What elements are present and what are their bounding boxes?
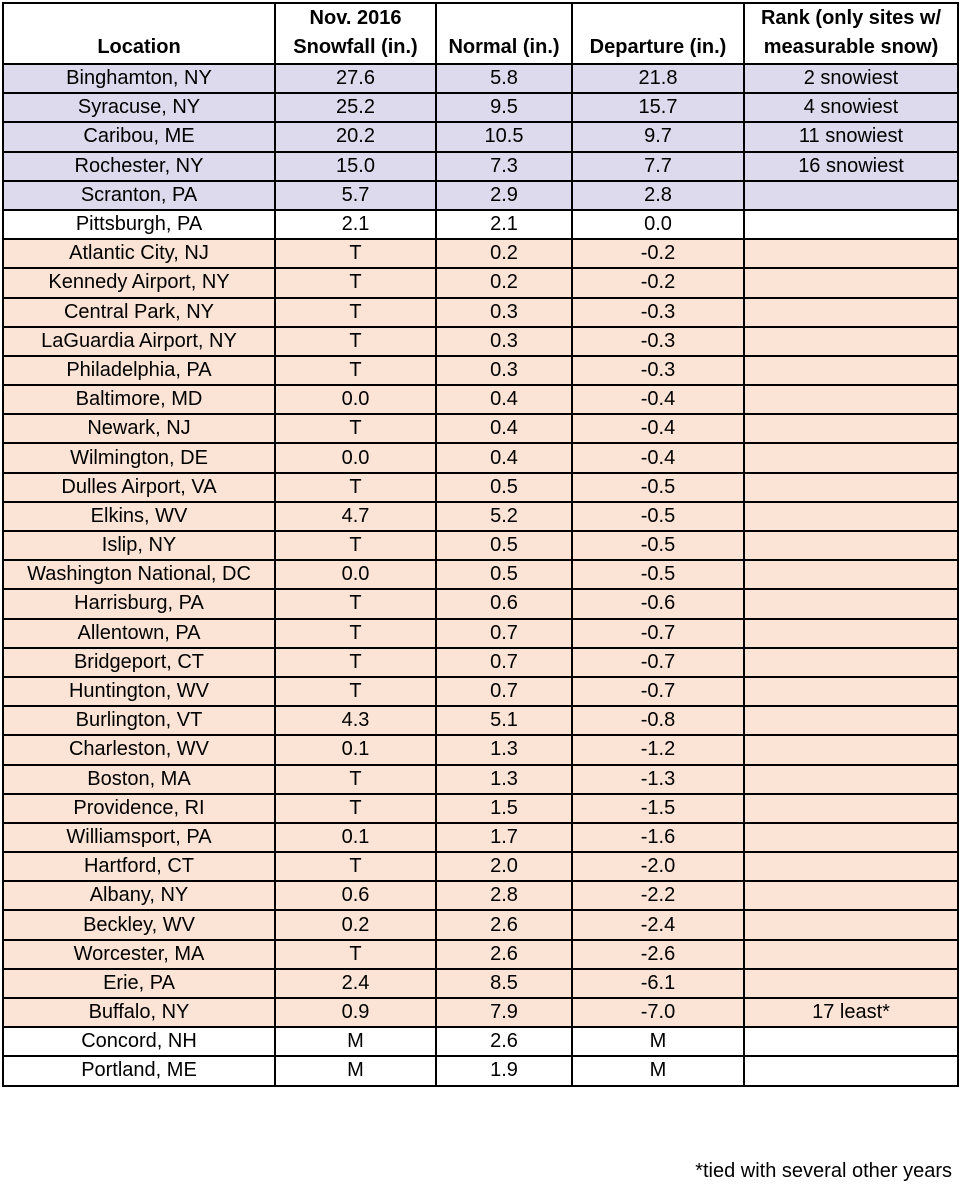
table-row: [3, 794, 958, 823]
cell-snowfall: T: [275, 589, 436, 618]
cell-location: Central Park, NY: [3, 298, 275, 327]
table-row: [3, 414, 958, 443]
cell-departure: -0.2: [572, 268, 744, 297]
cell-location: Caribou, ME: [3, 122, 275, 151]
cell-location: Islip, NY: [3, 531, 275, 560]
cell-snowfall: 15.0: [275, 152, 436, 181]
cell-departure: -0.5: [572, 560, 744, 589]
cell-snowfall: T: [275, 794, 436, 823]
cell-rank: [744, 852, 958, 881]
cell-departure: -0.4: [572, 443, 744, 472]
table-row: [3, 93, 958, 122]
cell-snowfall: T: [275, 268, 436, 297]
cell-snowfall: 20.2: [275, 122, 436, 151]
cell-departure: -1.2: [572, 735, 744, 764]
cell-location: Worcester, MA: [3, 940, 275, 969]
cell-location: Dulles Airport, VA: [3, 473, 275, 502]
cell-normal: 0.4: [436, 414, 572, 443]
cell-location: Kennedy Airport, NY: [3, 268, 275, 297]
cell-snowfall: 0.1: [275, 823, 436, 852]
header-rank: Rank (only sites w/ measurable snow): [744, 3, 958, 64]
cell-location: Pittsburgh, PA: [3, 210, 275, 239]
cell-snowfall: T: [275, 356, 436, 385]
cell-normal: 2.6: [436, 910, 572, 939]
table-row: [3, 706, 958, 735]
cell-normal: 0.3: [436, 356, 572, 385]
header-snowfall: Nov. 2016 Snowfall (in.): [275, 3, 436, 64]
cell-departure: -0.3: [572, 327, 744, 356]
cell-rank: [744, 619, 958, 648]
cell-departure: -7.0: [572, 998, 744, 1027]
cell-rank: [744, 1027, 958, 1056]
cell-departure: -0.5: [572, 531, 744, 560]
table-row: [3, 940, 958, 969]
cell-departure: M: [572, 1027, 744, 1056]
cell-snowfall: T: [275, 414, 436, 443]
cell-location: Philadelphia, PA: [3, 356, 275, 385]
header-normal: Normal (in.): [436, 3, 572, 64]
cell-location: Allentown, PA: [3, 619, 275, 648]
table-row: [3, 648, 958, 677]
cell-snowfall: 0.9: [275, 998, 436, 1027]
cell-normal: 0.7: [436, 648, 572, 677]
cell-location: Williamsport, PA: [3, 823, 275, 852]
cell-snowfall: M: [275, 1027, 436, 1056]
cell-location: Elkins, WV: [3, 502, 275, 531]
cell-snowfall: 0.0: [275, 443, 436, 472]
cell-snowfall: T: [275, 852, 436, 881]
cell-rank: [744, 356, 958, 385]
cell-normal: 0.2: [436, 239, 572, 268]
cell-location: Washington National, DC: [3, 560, 275, 589]
table-row: [3, 64, 958, 93]
cell-normal: 1.9: [436, 1056, 572, 1085]
cell-normal: 7.3: [436, 152, 572, 181]
cell-snowfall: T: [275, 531, 436, 560]
cell-rank: [744, 239, 958, 268]
cell-departure: -0.6: [572, 589, 744, 618]
cell-rank: [744, 385, 958, 414]
cell-location: Syracuse, NY: [3, 93, 275, 122]
cell-location: Bridgeport, CT: [3, 648, 275, 677]
table-row: [3, 910, 958, 939]
cell-snowfall: T: [275, 327, 436, 356]
cell-rank: 17 least*: [744, 998, 958, 1027]
cell-departure: -2.2: [572, 881, 744, 910]
table-row: [3, 356, 958, 385]
cell-departure: -2.6: [572, 940, 744, 969]
table-row: [3, 152, 958, 181]
cell-rank: [744, 881, 958, 910]
table-row: [3, 239, 958, 268]
table-row: [3, 560, 958, 589]
table-row: [3, 268, 958, 297]
cell-rank: [744, 969, 958, 998]
cell-location: Wilmington, DE: [3, 443, 275, 472]
cell-rank: [744, 735, 958, 764]
cell-normal: 0.4: [436, 443, 572, 472]
header-departure: Departure (in.): [572, 3, 744, 64]
cell-snowfall: 27.6: [275, 64, 436, 93]
cell-rank: 2 snowiest: [744, 64, 958, 93]
cell-normal: 2.9: [436, 181, 572, 210]
cell-rank: [744, 1056, 958, 1085]
table-row: [3, 619, 958, 648]
cell-departure: -0.8: [572, 706, 744, 735]
cell-location: Rochester, NY: [3, 152, 275, 181]
cell-rank: [744, 268, 958, 297]
cell-normal: 0.6: [436, 589, 572, 618]
cell-snowfall: 0.0: [275, 560, 436, 589]
cell-rank: [744, 794, 958, 823]
cell-normal: 2.0: [436, 852, 572, 881]
table-row: [3, 852, 958, 881]
cell-snowfall: 4.3: [275, 706, 436, 735]
cell-normal: 0.7: [436, 619, 572, 648]
cell-normal: 1.7: [436, 823, 572, 852]
cell-departure: 9.7: [572, 122, 744, 151]
cell-snowfall: 0.0: [275, 385, 436, 414]
cell-normal: 2.1: [436, 210, 572, 239]
table-row: [3, 298, 958, 327]
table-row: [3, 823, 958, 852]
table-row: [3, 122, 958, 151]
cell-snowfall: M: [275, 1056, 436, 1085]
cell-location: Charleston, WV: [3, 735, 275, 764]
cell-departure: -2.4: [572, 910, 744, 939]
cell-departure: -1.6: [572, 823, 744, 852]
cell-normal: 9.5: [436, 93, 572, 122]
table-row: [3, 385, 958, 414]
table-row: [3, 589, 958, 618]
table-row: [3, 531, 958, 560]
cell-location: Buffalo, NY: [3, 998, 275, 1027]
cell-rank: 4 snowiest: [744, 93, 958, 122]
cell-departure: 7.7: [572, 152, 744, 181]
table-body: [3, 64, 958, 1086]
cell-normal: 5.2: [436, 502, 572, 531]
table-row: [3, 1056, 958, 1085]
cell-rank: [744, 823, 958, 852]
cell-departure: 0.0: [572, 210, 744, 239]
cell-rank: [744, 414, 958, 443]
cell-rank: 16 snowiest: [744, 152, 958, 181]
cell-rank: [744, 473, 958, 502]
cell-snowfall: T: [275, 473, 436, 502]
cell-location: Hartford, CT: [3, 852, 275, 881]
cell-snowfall: 0.1: [275, 735, 436, 764]
cell-rank: [744, 181, 958, 210]
cell-location: Harrisburg, PA: [3, 589, 275, 618]
table-row: [3, 677, 958, 706]
cell-rank: [744, 443, 958, 472]
cell-rank: [744, 560, 958, 589]
cell-snowfall: 25.2: [275, 93, 436, 122]
cell-normal: 0.4: [436, 385, 572, 414]
cell-location: Concord, NH: [3, 1027, 275, 1056]
cell-snowfall: T: [275, 619, 436, 648]
cell-location: Portland, ME: [3, 1056, 275, 1085]
footnote: *tied with several other years: [695, 1160, 952, 1182]
cell-location: Providence, RI: [3, 794, 275, 823]
cell-normal: 0.3: [436, 327, 572, 356]
table-row: [3, 502, 958, 531]
cell-location: Boston, MA: [3, 765, 275, 794]
cell-snowfall: 2.4: [275, 969, 436, 998]
table-row: [3, 473, 958, 502]
cell-departure: 15.7: [572, 93, 744, 122]
cell-rank: [744, 648, 958, 677]
cell-snowfall: 2.1: [275, 210, 436, 239]
cell-normal: 0.5: [436, 473, 572, 502]
cell-departure: -6.1: [572, 969, 744, 998]
table-row: [3, 443, 958, 472]
cell-normal: 0.3: [436, 298, 572, 327]
cell-normal: 1.5: [436, 794, 572, 823]
cell-snowfall: T: [275, 765, 436, 794]
cell-normal: 2.6: [436, 1027, 572, 1056]
cell-location: Albany, NY: [3, 881, 275, 910]
cell-normal: 0.5: [436, 531, 572, 560]
cell-location: Erie, PA: [3, 969, 275, 998]
cell-departure: -0.3: [572, 356, 744, 385]
cell-rank: [744, 210, 958, 239]
cell-normal: 5.1: [436, 706, 572, 735]
cell-normal: 2.6: [436, 940, 572, 969]
cell-normal: 7.9: [436, 998, 572, 1027]
cell-departure: -0.7: [572, 619, 744, 648]
cell-snowfall: 5.7: [275, 181, 436, 210]
cell-departure: -0.5: [572, 473, 744, 502]
cell-normal: 0.2: [436, 268, 572, 297]
cell-location: Baltimore, MD: [3, 385, 275, 414]
cell-departure: M: [572, 1056, 744, 1085]
cell-snowfall: 0.6: [275, 881, 436, 910]
cell-location: Binghamton, NY: [3, 64, 275, 93]
cell-normal: 5.8: [436, 64, 572, 93]
cell-snowfall: T: [275, 239, 436, 268]
cell-departure: -0.5: [572, 502, 744, 531]
cell-snowfall: T: [275, 677, 436, 706]
cell-rank: [744, 910, 958, 939]
cell-departure: 21.8: [572, 64, 744, 93]
cell-departure: -0.4: [572, 385, 744, 414]
cell-departure: -1.3: [572, 765, 744, 794]
cell-normal: 0.5: [436, 560, 572, 589]
cell-normal: 1.3: [436, 765, 572, 794]
table-row: [3, 181, 958, 210]
cell-rank: [744, 765, 958, 794]
table-row: [3, 881, 958, 910]
cell-departure: -2.0: [572, 852, 744, 881]
cell-snowfall: 0.2: [275, 910, 436, 939]
cell-snowfall: T: [275, 648, 436, 677]
cell-departure: -0.7: [572, 677, 744, 706]
cell-location: Huntington, WV: [3, 677, 275, 706]
cell-location: Burlington, VT: [3, 706, 275, 735]
cell-snowfall: 4.7: [275, 502, 436, 531]
cell-rank: [744, 589, 958, 618]
table-row: [3, 969, 958, 998]
cell-departure: -0.2: [572, 239, 744, 268]
cell-normal: 2.8: [436, 881, 572, 910]
cell-departure: -0.7: [572, 648, 744, 677]
table-row: [3, 998, 958, 1027]
cell-departure: -1.5: [572, 794, 744, 823]
table-row: [3, 210, 958, 239]
snowfall-table: [2, 2, 959, 1087]
cell-normal: 0.7: [436, 677, 572, 706]
table-row: [3, 735, 958, 764]
cell-rank: [744, 677, 958, 706]
cell-departure: 2.8: [572, 181, 744, 210]
table-row: [3, 327, 958, 356]
cell-rank: [744, 502, 958, 531]
cell-normal: 8.5: [436, 969, 572, 998]
cell-snowfall: T: [275, 298, 436, 327]
cell-rank: [744, 298, 958, 327]
cell-rank: [744, 531, 958, 560]
header-row: [3, 3, 958, 64]
cell-location: Atlantic City, NJ: [3, 239, 275, 268]
cell-location: LaGuardia Airport, NY: [3, 327, 275, 356]
cell-snowfall: T: [275, 940, 436, 969]
cell-rank: [744, 327, 958, 356]
cell-rank: 11 snowiest: [744, 122, 958, 151]
cell-normal: 1.3: [436, 735, 572, 764]
cell-rank: [744, 940, 958, 969]
cell-rank: [744, 706, 958, 735]
header-location: Location: [3, 3, 275, 64]
cell-normal: 10.5: [436, 122, 572, 151]
cell-location: Beckley, WV: [3, 910, 275, 939]
cell-departure: -0.4: [572, 414, 744, 443]
cell-location: Scranton, PA: [3, 181, 275, 210]
table-row: [3, 765, 958, 794]
table-row: [3, 1027, 958, 1056]
cell-location: Newark, NJ: [3, 414, 275, 443]
cell-departure: -0.3: [572, 298, 744, 327]
